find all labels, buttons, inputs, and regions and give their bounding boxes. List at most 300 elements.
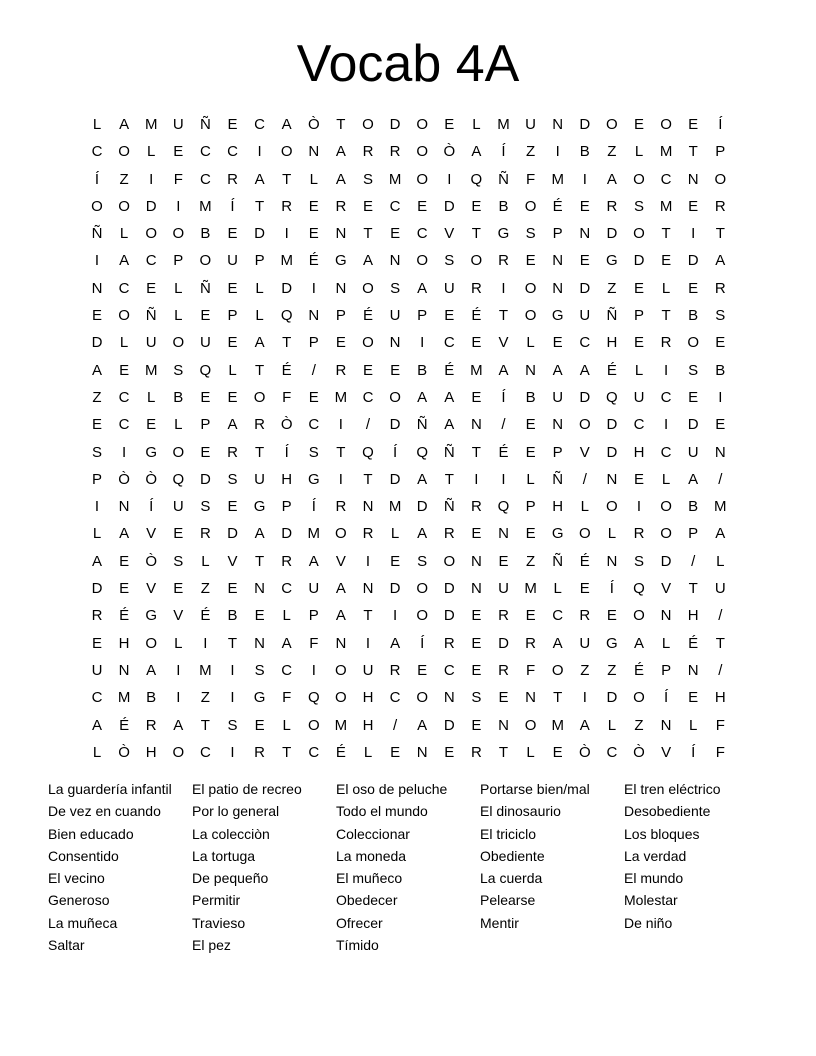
grid-letter: V (661, 743, 672, 761)
grid-letter: Z (200, 580, 210, 598)
grid-letter: T (363, 607, 373, 625)
grid-letter: A (417, 279, 428, 297)
grid-letter: I (176, 661, 181, 679)
grid-letter: Z (607, 143, 617, 161)
grid-letter: Í (393, 443, 398, 461)
grid-letter: S (444, 252, 455, 270)
grid-letter: R (335, 197, 347, 215)
grid-letter: O (524, 197, 537, 215)
grid-letter: C (254, 116, 266, 133)
grid-letter: Ñ (552, 470, 564, 488)
grid-letter: O (660, 116, 672, 133)
grid-letter: Ñ (145, 307, 157, 325)
grid-letter: M (659, 143, 673, 161)
grid-letter: Í (230, 197, 235, 215)
grid-letter: Í (149, 498, 154, 516)
grid-letter: S (417, 552, 428, 570)
grid-letter: E (200, 307, 211, 325)
grid-letter: O (470, 252, 483, 270)
word-item: Desobediente (624, 803, 711, 820)
grid-letter: A (119, 252, 130, 270)
grid-letter: T (282, 170, 292, 188)
grid-letter: B (579, 143, 590, 161)
grid-letter: H (633, 443, 645, 461)
grid-letter: U (254, 470, 266, 488)
grid-letter: E (119, 580, 130, 598)
grid-letter: Ñ (498, 170, 509, 188)
grid-letter: A (417, 470, 428, 488)
grid-letter: C (660, 443, 672, 461)
grid-letter: G (253, 498, 266, 516)
grid-letter: I (176, 197, 181, 215)
grid-letter: U (633, 388, 645, 406)
grid-letter: E (525, 525, 536, 543)
word-item: La guardería infantil (48, 781, 172, 797)
grid-letter: E (119, 552, 130, 570)
grid-letter: A (417, 388, 428, 406)
grid-letter: B (200, 225, 211, 243)
grid-letter: É (606, 361, 617, 379)
grid-letter: O (416, 580, 429, 598)
grid-letter: S (254, 661, 265, 679)
grid-letter: N (91, 279, 103, 297)
grid-letter: R (498, 252, 509, 270)
grid-letter: O (416, 143, 429, 161)
grid-letter: P (335, 307, 346, 325)
grid-letter: T (363, 225, 373, 243)
grid-letter: I (420, 334, 425, 352)
grid-letter: C (199, 143, 211, 161)
grid-letter: Z (119, 170, 129, 188)
grid-letter: S (200, 498, 211, 516)
grid-letter: O (660, 525, 672, 543)
grid-letter: M (659, 197, 673, 215)
grid-letter: Q (307, 689, 320, 707)
grid-letter: N (579, 225, 591, 243)
grid-letter: O (660, 498, 672, 516)
grid-letter: G (606, 252, 618, 270)
grid-letter: E (525, 252, 536, 270)
grid-letter: I (284, 225, 289, 243)
grid-letter: U (714, 580, 726, 598)
grid-letter: U (552, 388, 564, 406)
grid-letter: A (119, 525, 130, 543)
word-item: Tímido (336, 937, 379, 954)
grid-letter: T (255, 197, 265, 215)
grid-letter: A (254, 525, 265, 543)
grid-letter: B (525, 388, 536, 406)
grid-letter: O (389, 388, 401, 406)
word-item: La muñeca (48, 914, 118, 931)
grid-letter: H (714, 689, 726, 707)
grid-letter: E (688, 388, 699, 406)
grid-letter: R (389, 661, 401, 679)
grid-letter: Ò (578, 743, 591, 761)
word-item: El dinosaurio (480, 803, 561, 820)
grid-letter: É (119, 607, 130, 625)
word-item: Travieso (192, 914, 246, 931)
grid-letter: I (664, 361, 669, 379)
grid-letter: É (281, 361, 292, 379)
word-item: Generoso (48, 892, 110, 909)
grid-letter: B (715, 361, 726, 379)
word-item: El triciclo (480, 825, 537, 842)
grid-letter: L (526, 334, 535, 352)
grid-letter: O (416, 170, 429, 188)
grid-letter: A (715, 252, 726, 270)
grid-letter: P (227, 307, 238, 325)
grid-letter: S (633, 197, 644, 215)
grid-letter: D (660, 552, 672, 570)
grid-letter: Q (606, 388, 618, 406)
grid-letter: C (416, 225, 428, 243)
grid-letter: C (281, 580, 293, 598)
grid-letter: É (498, 443, 509, 461)
grid-letter: T (255, 361, 265, 379)
grid-letter: E (552, 743, 563, 761)
grid-letter: E (91, 416, 102, 434)
grid-letter: O (633, 689, 645, 707)
grid-letter: E (471, 634, 482, 652)
grid-letter: E (471, 197, 482, 215)
grid-letter: A (254, 334, 265, 352)
grid-letter: Ò (633, 743, 645, 761)
grid-letter: P (633, 307, 644, 325)
grid-letter: I (311, 661, 316, 679)
grid-letter: / (718, 661, 723, 679)
grid-letter: O (416, 607, 429, 625)
grid-letter: D (281, 525, 293, 543)
grid-letter: E (633, 279, 644, 297)
grid-letter: I (94, 252, 100, 270)
word-item: La verdad (624, 847, 687, 864)
grid-letter: R (227, 170, 238, 188)
grid-letter: E (471, 334, 482, 352)
word-item: El pez (192, 937, 231, 954)
word-column (624, 778, 768, 956)
grid-letter: N (525, 689, 537, 707)
grid-letter: U (498, 580, 509, 598)
grid-letter: R (579, 607, 591, 625)
grid-letter: D (443, 197, 455, 215)
grid-letter: G (606, 634, 618, 652)
grid-letter: N (335, 225, 347, 243)
grid-letter: O (633, 170, 645, 188)
grid-letter: R (633, 525, 645, 543)
word-item: La cuerda (480, 870, 543, 887)
grid-letter: / (393, 716, 398, 734)
grid-letter: U (308, 580, 320, 598)
grid-letter: M (144, 361, 158, 379)
grid-letter: D (633, 252, 645, 270)
grid-letter: O (416, 116, 429, 133)
grid-letter: T (282, 743, 292, 761)
grid-letter: Ò (145, 470, 158, 488)
grid-letter: N (308, 307, 320, 325)
grid-letter: E (661, 252, 672, 270)
grid-letter: P (308, 334, 319, 352)
grid-letter: A (335, 170, 346, 188)
grid-letter: I (230, 689, 235, 707)
grid-letter: R (470, 743, 482, 761)
grid-letter: I (501, 279, 506, 297)
grid-letter: T (471, 225, 481, 243)
grid-letter: U (172, 116, 184, 133)
grid-letter: / (718, 470, 723, 488)
grid-letter: / (718, 607, 723, 625)
grid-letter: N (552, 279, 564, 297)
grid-letter: H (118, 634, 130, 652)
grid-letter: A (335, 607, 346, 625)
grid-letter: O (172, 743, 185, 761)
grid-letter: F (282, 388, 292, 406)
grid-letter: S (362, 170, 373, 188)
grid-letter: P (688, 525, 699, 543)
grid-letter: C (443, 334, 455, 352)
grid-letter: N (335, 634, 347, 652)
grid-letter: / (691, 552, 696, 570)
grid-letter: D (145, 197, 157, 215)
word-column (192, 778, 336, 956)
grid-letter: A (417, 525, 428, 543)
grid-letter: G (253, 689, 266, 707)
grid-letter: R (281, 552, 293, 570)
grid-letter: E (715, 416, 726, 434)
word-list (48, 778, 768, 956)
letter-grid (84, 113, 734, 768)
grid-letter: E (471, 388, 482, 406)
grid-letter: C (660, 388, 672, 406)
grid-letter: Z (607, 661, 617, 679)
grid-letter: N (362, 580, 374, 598)
grid-letter: B (688, 307, 699, 325)
word-item: Bien educado (48, 825, 134, 842)
grid-letter: É (444, 361, 455, 379)
word-item: Molestar (624, 892, 678, 909)
grid-row (84, 304, 734, 331)
grid-row (84, 277, 734, 304)
grid-letter: I (718, 388, 723, 406)
grid-letter: E (254, 607, 265, 625)
grid-letter: O (172, 443, 185, 461)
grid-letter: Ñ (606, 307, 618, 325)
grid-letter: E (498, 552, 509, 570)
grid-letter: Í (420, 634, 425, 652)
grid-letter: L (92, 525, 102, 543)
grid-letter: L (634, 143, 644, 161)
grid-letter: O (578, 525, 591, 543)
grid-row (84, 168, 734, 195)
grid-letter: R (714, 279, 726, 297)
grid-letter: I (230, 743, 235, 761)
grid-letter: A (227, 416, 238, 434)
grid-letter: E (227, 498, 238, 516)
grid-letter: Ñ (91, 225, 103, 243)
grid-letter: T (471, 443, 481, 461)
grid-letter: E (606, 607, 617, 625)
word-item: La colecciòn (192, 825, 270, 842)
grid-letter: V (227, 552, 238, 570)
grid-row (84, 468, 734, 495)
grid-letter: H (606, 334, 618, 352)
grid-row (84, 331, 734, 358)
grid-letter: C (118, 388, 130, 406)
grid-letter: E (579, 197, 590, 215)
grid-letter: R (470, 498, 482, 516)
grid-letter: M (334, 388, 348, 406)
grid-letter: E (444, 116, 455, 133)
grid-letter: D (579, 279, 591, 297)
grid-letter: U (525, 116, 537, 133)
grid-letter: N (606, 470, 618, 488)
grid-letter: Z (580, 661, 590, 679)
grid-letter: I (636, 498, 642, 516)
grid-letter: R (498, 661, 509, 679)
grid-letter: Ò (118, 743, 130, 761)
grid-letter: E (688, 116, 699, 133)
grid-letter: T (553, 689, 563, 707)
grid-letter: D (606, 225, 618, 243)
grid-letter: E (390, 225, 401, 243)
grid-letter: D (579, 388, 591, 406)
grid-letter: P (552, 225, 563, 243)
grid-letter: E (471, 661, 482, 679)
grid-letter: P (417, 307, 428, 325)
page-title: Vocab 4A (296, 35, 520, 93)
grid-letter: Ò (145, 552, 158, 570)
grid-letter: M (280, 252, 293, 270)
grid-letter: D (389, 116, 401, 133)
grid-letter: T (688, 580, 698, 598)
grid-letter: T (227, 634, 238, 652)
grid-letter: A (254, 170, 265, 188)
grid-letter: A (606, 170, 617, 188)
grid-letter: I (393, 607, 398, 625)
grid-letter: E (227, 580, 238, 598)
grid-letter: I (474, 470, 479, 488)
word-item: Portarse bien/mal (480, 781, 590, 797)
grid-letter: / (582, 470, 587, 488)
grid-letter: E (308, 225, 319, 243)
grid-letter: É (688, 634, 699, 652)
grid-letter: S (715, 307, 726, 325)
grid-letter: A (471, 143, 482, 161)
grid-letter: Í (501, 388, 506, 406)
grid-letter: Q (497, 498, 510, 516)
grid-letter: D (389, 580, 401, 598)
grid-letter: I (338, 470, 343, 488)
grid-letter: D (579, 116, 591, 133)
grid-letter: D (443, 716, 455, 734)
grid-letter: L (390, 525, 400, 543)
grid-letter: G (551, 307, 564, 325)
grid-letter: O (91, 197, 103, 215)
grid-letter: I (664, 416, 669, 434)
grid-letter: Z (634, 716, 644, 734)
word-item: La moneda (336, 847, 407, 864)
grid-letter: Í (311, 498, 316, 516)
grid-letter: M (307, 525, 321, 543)
grid-letter: E (417, 197, 428, 215)
grid-letter: O (633, 225, 645, 243)
grid-letter: D (91, 580, 103, 598)
grid-letter: E (173, 580, 184, 598)
grid-letter: A (335, 580, 346, 598)
grid-letter: O (145, 225, 158, 243)
grid-letter: M (470, 361, 483, 379)
grid-letter: / (365, 416, 371, 434)
grid-letter: U (91, 661, 103, 679)
grid-letter: L (309, 170, 318, 188)
grid-letter: U (579, 634, 591, 652)
grid-letter: T (363, 470, 373, 488)
grid-letter: N (687, 170, 699, 188)
grid-row (84, 550, 734, 577)
grid-row (84, 522, 734, 549)
grid-letter: E (362, 197, 373, 215)
grid-letter: A (444, 388, 455, 406)
grid-letter: Q (199, 361, 212, 379)
grid-letter: T (282, 334, 292, 352)
grid-letter: D (91, 334, 103, 352)
grid-letter: A (173, 716, 184, 734)
grid-letter: R (199, 525, 211, 543)
grid-letter: S (91, 443, 102, 461)
grid-letter: U (172, 498, 184, 516)
grid-letter: O (118, 143, 130, 161)
grid-letter: G (551, 525, 564, 543)
grid-letter: L (526, 470, 535, 488)
grid-letter: Ñ (199, 279, 211, 297)
grid-letter: O (118, 307, 130, 325)
grid-letter: E (579, 252, 590, 270)
grid-letter: O (714, 170, 727, 188)
word-item: Los bloques (624, 825, 700, 842)
grid-letter: L (255, 307, 264, 325)
grid-letter: H (687, 607, 699, 625)
grid-letter: O (172, 334, 185, 352)
grid-letter: R (660, 334, 672, 352)
grid-letter: E (390, 552, 401, 570)
grid-letter: M (334, 716, 348, 734)
grid-row (84, 113, 734, 140)
grid-letter: R (254, 416, 266, 434)
grid-letter: Í (664, 689, 669, 707)
grid-letter: D (606, 689, 618, 707)
grid-letter: G (145, 607, 158, 625)
grid-letter: Z (200, 689, 210, 707)
grid-letter: T (661, 225, 671, 243)
grid-letter: U (389, 307, 401, 325)
grid-letter: E (200, 443, 211, 461)
grid-letter: R (335, 498, 347, 516)
grid-letter: M (117, 689, 131, 707)
grid-letter: P (254, 252, 265, 270)
grid-letter: É (362, 307, 373, 325)
grid-letter: E (227, 388, 238, 406)
grid-letter: N (254, 634, 266, 652)
grid-letter: I (555, 143, 560, 161)
grid-letter: F (173, 170, 183, 188)
grid-letter: N (687, 661, 699, 679)
grid-letter: E (688, 197, 699, 215)
grid-letter: L (174, 307, 183, 325)
grid-letter: B (688, 498, 699, 516)
grid-letter: A (146, 661, 157, 679)
grid-letter: A (308, 552, 319, 570)
grid-letter: C (579, 334, 591, 352)
grid-letter: É (119, 716, 130, 734)
